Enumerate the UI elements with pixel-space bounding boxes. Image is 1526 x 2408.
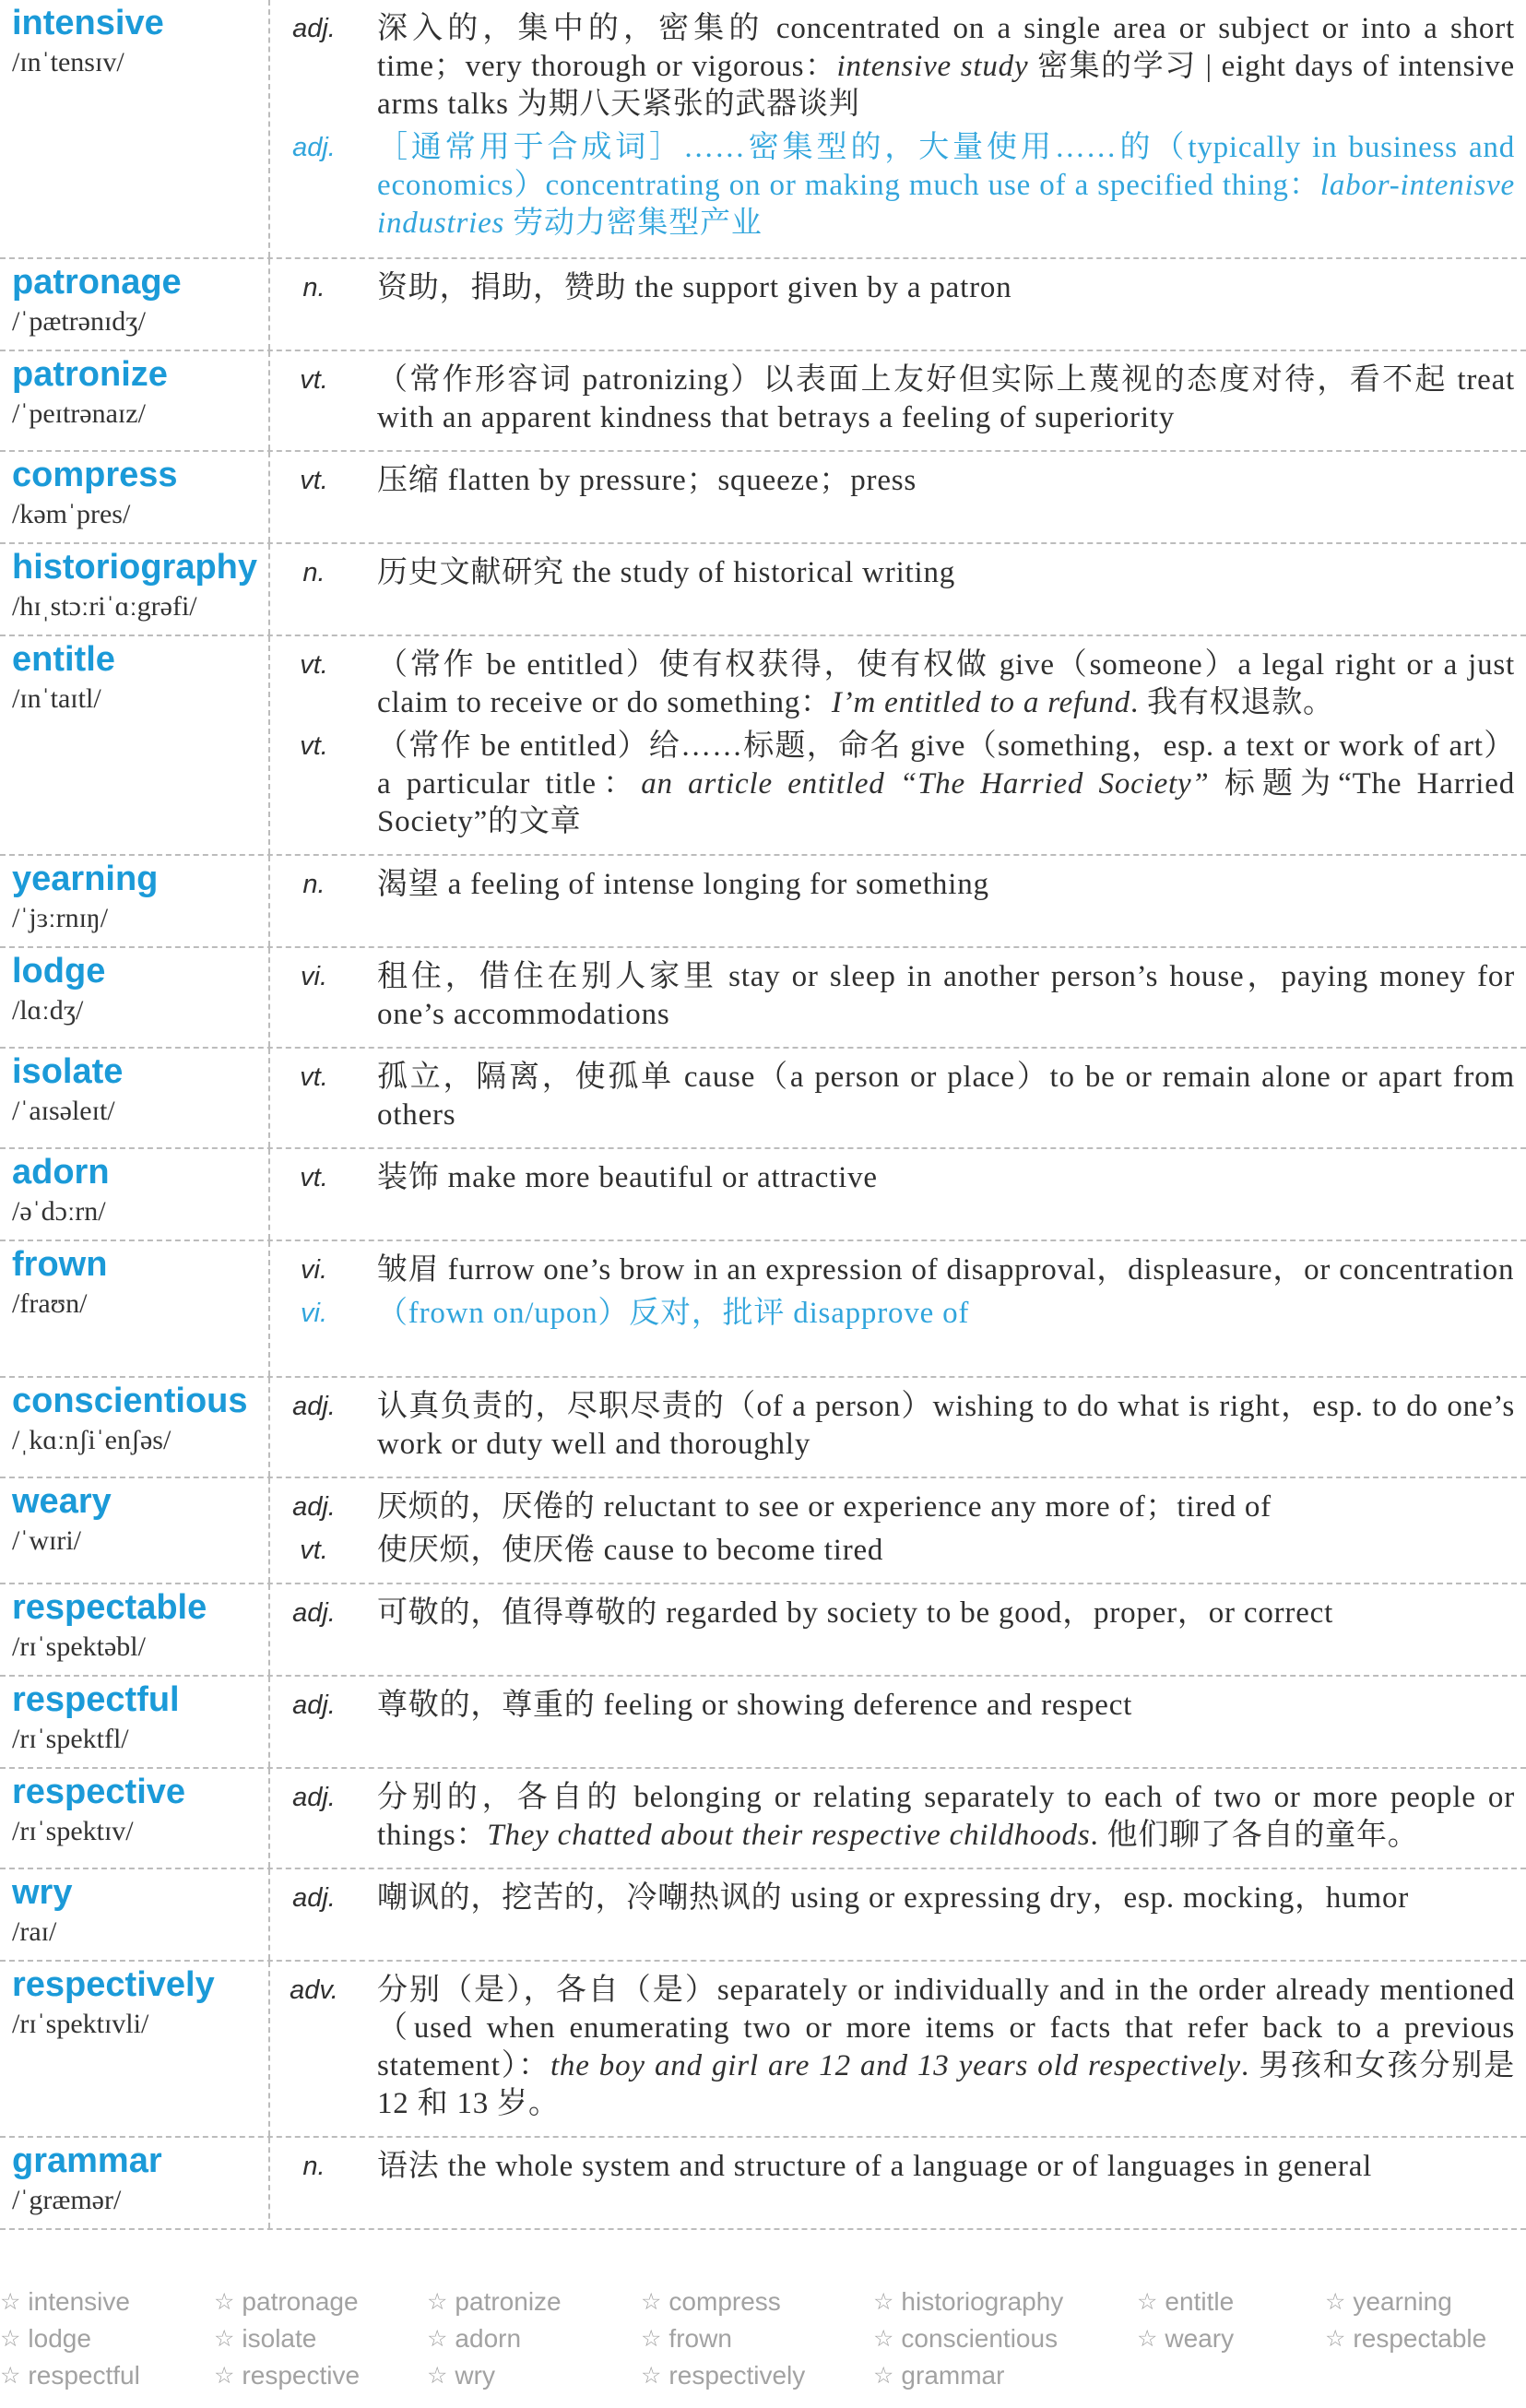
part-of-speech: adj.: [292, 1883, 336, 1913]
entry-frown: [0, 1241, 1526, 1378]
sense: [270, 728, 1515, 841]
word-cell: [0, 1677, 270, 1767]
entry-weary: [0, 1478, 1526, 1584]
definition: [377, 1532, 1515, 1570]
index-item-label: compress: [668, 2287, 781, 2316]
part-of-speech: adv.: [290, 1975, 338, 2005]
sense: [270, 958, 1515, 1034]
sense: [270, 646, 1515, 722]
entry-conscientious: [0, 1378, 1526, 1478]
index-item-label: respectful: [28, 2361, 140, 2390]
senses: [270, 1584, 1526, 1675]
headword: entitle: [12, 640, 115, 679]
definition-text: （常作 be entitled）给……标题，命名 give（something，esp. a text or work of art）a particular title：: [377, 730, 1515, 801]
definition-text: . 男孩和女孩分别是 12 和 13 岁。: [377, 2049, 1515, 2120]
example-text: They chatted about their respective childhoods: [487, 1819, 1091, 1852]
example-text: I’m entitled to a refund: [831, 686, 1130, 719]
index-item-lodge[interactable]: [0, 2320, 214, 2357]
phonetic: /rɪˈspektɪvli/: [12, 2009, 149, 2039]
sense: [270, 1779, 1515, 1855]
entry-historiography: [0, 544, 1526, 636]
index-item-wry[interactable]: [427, 2357, 641, 2394]
definition-text: 历史文献研究 the study of historical writing: [377, 556, 956, 589]
index-item-label: wry: [455, 2361, 495, 2390]
word-cell: [0, 856, 270, 946]
entry-entitle: [0, 636, 1526, 856]
definition-text: 皱眉 furrow one’s brow in an expression of disapproval，displeasure，or concentration: [377, 1253, 1515, 1287]
star-outline-icon: [1325, 2283, 1345, 2320]
index-item-entitle[interactable]: [1137, 2283, 1325, 2320]
definition: [377, 269, 1515, 307]
senses: [270, 544, 1526, 635]
star-outline-icon: [0, 2357, 20, 2394]
word-cell: [0, 544, 270, 635]
senses: [270, 1149, 1526, 1240]
definition-text: （frown on/upon）反对，批评 disapprove of: [377, 1297, 970, 1330]
part-of-speech: vt.: [300, 365, 328, 395]
part-of-speech: vt.: [300, 1536, 328, 1565]
phonetic: /əˈdɔːrn/: [12, 1196, 106, 1227]
word-cell: [0, 1149, 270, 1240]
entry-respectively: [0, 1962, 1526, 2138]
definition-text: （常作形容词 patronizing）以表面上友好但实际上蔑视的态度对待，看不起 treat with an apparent kindness that betrays a feeling of superiority: [377, 363, 1515, 434]
word-cell: [0, 636, 270, 854]
index-item-label: adorn: [455, 2324, 522, 2353]
headword: historiography: [12, 548, 258, 587]
part-of-speech: vt.: [300, 650, 328, 680]
senses: [270, 856, 1526, 946]
definition-text: 压缩 flatten by pressure；squeeze；press: [377, 464, 917, 497]
star-outline-icon: [873, 2357, 893, 2394]
word-cell: [0, 351, 270, 450]
definition-text: 尊敬的，尊重的 feeling or showing deference and respect: [377, 1689, 1133, 1722]
phonetic: /ˈgræmər/: [12, 2185, 122, 2215]
sense: [270, 1972, 1515, 2123]
star-outline-icon: [873, 2320, 893, 2357]
phonetic: /kəmˈpres/: [12, 499, 131, 529]
word-cell: [0, 1241, 270, 1376]
word-cell: [0, 259, 270, 350]
sense: [270, 1880, 1515, 1917]
definition-text: 资助，捐助，赞助 the support given by a patron: [377, 271, 1012, 304]
sense: [270, 1687, 1515, 1725]
part-of-speech: vt.: [300, 1062, 328, 1092]
definition-text: 嘲讽的，挖苦的，冷嘲热讽的 using or expressing dry，esp. mocking，humor: [377, 1881, 1410, 1915]
definition: [377, 554, 1515, 592]
definition-text: 认真负责的，尽职尽责的（of a person）wishing to do what is right，esp. to do one’s work or duty well and thoroughly: [377, 1390, 1515, 1461]
example-text: the boy and girl are 12 and 13 years old respectively: [550, 2049, 1241, 2082]
sense: [270, 269, 1515, 307]
senses: [270, 1478, 1526, 1583]
entry-respectable: [0, 1584, 1526, 1677]
part-of-speech: adj.: [292, 14, 336, 43]
sense: [270, 462, 1515, 500]
definition: [377, 2148, 1515, 2186]
star-outline-icon: [0, 2320, 20, 2357]
entry-adorn: [0, 1149, 1526, 1241]
word-cell: [0, 1869, 270, 1960]
star-outline-icon: [1137, 2320, 1157, 2357]
sense: [270, 1251, 1515, 1289]
star-outline-icon: [214, 2357, 234, 2394]
index-item-label: conscientious: [901, 2324, 1059, 2353]
index-item-conscientious[interactable]: [873, 2320, 1137, 2357]
index-item-adorn[interactable]: [427, 2320, 641, 2357]
part-of-speech: vt.: [300, 731, 328, 761]
index-item-label: respective: [242, 2361, 361, 2390]
part-of-speech: adj.: [292, 1598, 336, 1628]
definition-text: 使厌烦，使厌倦 cause to become tired: [377, 1534, 884, 1567]
headword: weary: [12, 1482, 112, 1521]
phonetic: /ˈpeɪtrənaɪz/: [12, 398, 146, 429]
definition-text: 深入的，集中的，密集的 concentrated on a single area or subject or into a short time；very thorough or vigorous：: [377, 12, 1515, 83]
definition: [377, 129, 1515, 243]
index-item-label: patronize: [455, 2287, 562, 2316]
part-of-speech: adj.: [292, 1392, 336, 1421]
index-item-label: weary: [1165, 2324, 1235, 2353]
definition-text: ［通常用于合成词］……密集型的，大量使用……的（typically in business and economics）concentrating on or making much use of a specified thing：: [377, 131, 1515, 202]
index-item-label: respectively: [668, 2361, 806, 2390]
headword: intensive: [12, 4, 164, 42]
definition: [377, 1159, 1515, 1197]
definition-text: 装饰 make more beautiful or attractive: [377, 1161, 878, 1194]
headword: grammar: [12, 2141, 162, 2180]
senses: [270, 351, 1526, 450]
word-index: [0, 2283, 1526, 2394]
example-text: labor-intenisve industries: [377, 169, 1515, 240]
part-of-speech: vi.: [301, 1299, 327, 1328]
index-item-label: patronage: [242, 2287, 359, 2316]
part-of-speech: n.: [302, 2152, 325, 2181]
word-cell: [0, 1378, 270, 1477]
senses: [270, 259, 1526, 350]
index-item-frown[interactable]: [641, 2320, 873, 2357]
definition: [377, 462, 1515, 500]
definition: [377, 958, 1515, 1034]
headword: respectable: [12, 1588, 207, 1627]
star-outline-icon: [427, 2320, 447, 2357]
part-of-speech: n.: [302, 558, 325, 587]
phonetic: /rɪˈspektɪv/: [12, 1816, 134, 1846]
index-item-patronize[interactable]: [427, 2283, 641, 2320]
sense: [270, 1159, 1515, 1197]
index-item-label: entitle: [1165, 2287, 1235, 2316]
entry-respective: [0, 1769, 1526, 1869]
phonetic: /ɪnˈtaɪtl/: [12, 683, 101, 714]
definition-text: 分别的，各自的 belonging or relating separately to each of two or more people or things：: [377, 1781, 1515, 1852]
word-cell: [0, 948, 270, 1047]
star-outline-icon: [214, 2283, 234, 2320]
index-item-isolate[interactable]: [214, 2320, 427, 2357]
star-outline-icon: [873, 2283, 893, 2320]
phonetic: /ˈwɪri/: [12, 1525, 81, 1556]
star-outline-icon: [0, 2283, 20, 2320]
definition: [377, 362, 1515, 437]
headword: respectively: [12, 1965, 215, 2004]
definition: [377, 1779, 1515, 1855]
word-cell: [0, 1478, 270, 1583]
part-of-speech: vi.: [301, 1255, 327, 1285]
word-cell: [0, 452, 270, 542]
sense: [270, 1532, 1515, 1570]
index-item-weary[interactable]: [1137, 2320, 1325, 2357]
index-item-label: intensive: [28, 2287, 130, 2316]
part-of-speech: adj.: [292, 1783, 336, 1812]
word-cell: [0, 1584, 270, 1675]
phonetic: /ˈpætrənɪdʒ/: [12, 306, 146, 337]
entry-lodge: [0, 948, 1526, 1049]
senses: [270, 1378, 1526, 1477]
senses: [270, 1869, 1526, 1960]
word-cell: [0, 1962, 270, 2136]
definition: [377, 866, 1515, 904]
star-outline-icon: [1137, 2283, 1157, 2320]
definition-text: 标题为“The Harried Society”的文章: [377, 767, 1516, 838]
definition-text: 厌烦的，厌倦的 reluctant to see or experience any more of；tired of: [377, 1490, 1272, 1524]
index-item-respectful[interactable]: [0, 2357, 214, 2394]
index-item-label: frown: [668, 2324, 732, 2353]
index-item-intensive[interactable]: [0, 2283, 214, 2320]
definition-text: 语法 the whole system and structure of a language or of languages in general: [377, 2150, 1373, 2183]
senses: [270, 0, 1526, 257]
part-of-speech: adj.: [292, 1492, 336, 1522]
headword: respectful: [12, 1680, 180, 1719]
part-of-speech: vt.: [300, 1163, 328, 1192]
headword: frown: [12, 1245, 108, 1284]
phonetic: /hɪˌstɔːriˈɑːgrəfi/: [12, 591, 197, 622]
definition: [377, 1388, 1515, 1464]
star-outline-icon: [641, 2357, 661, 2394]
word-cell: [0, 1769, 270, 1868]
senses: [270, 1241, 1526, 1376]
headword: yearning: [12, 860, 159, 898]
headword: patronize: [12, 355, 168, 394]
senses: [270, 2138, 1526, 2228]
headword: compress: [12, 456, 178, 494]
headword: wry: [12, 1873, 73, 1912]
part-of-speech: vi.: [301, 962, 327, 991]
star-outline-icon: [1325, 2320, 1345, 2357]
sense: [270, 1489, 1515, 1526]
senses: [270, 1769, 1526, 1868]
part-of-speech: adj.: [292, 1690, 336, 1720]
definition: [377, 1687, 1515, 1725]
index-item-label: yearning: [1353, 2287, 1452, 2316]
definition: [377, 10, 1515, 124]
sense: [270, 129, 1515, 243]
definition-text: 密集的学习 | eight days of intensive arms talks 为期八天紧张的武器谈判: [377, 50, 1515, 121]
star-outline-icon: [214, 2320, 234, 2357]
definition: [377, 728, 1515, 841]
definition: [377, 1059, 1515, 1134]
definition: [377, 1595, 1515, 1632]
entry-yearning: [0, 856, 1526, 948]
entry-patronize: [0, 351, 1526, 452]
definition-text: . 他们聊了各自的童年。: [1090, 1819, 1419, 1852]
index-item-label: historiography: [901, 2287, 1064, 2316]
definition-text: 渴望 a feeling of intense longing for something: [377, 868, 989, 901]
sense: [270, 1059, 1515, 1134]
star-outline-icon: [427, 2357, 447, 2394]
senses: [270, 452, 1526, 542]
phonetic: /ɪnˈtensɪv/: [12, 47, 124, 77]
senses: [270, 1049, 1526, 1147]
star-outline-icon: [641, 2283, 661, 2320]
phonetic: /rɪˈspektfl/: [12, 1724, 129, 1754]
sense: [270, 1295, 1515, 1333]
definition-text: 分别（是），各自（是）separately or individually and in the order already mentioned（used when enumerating two or more items or facts that refer back to a previous statement）：: [377, 1974, 1515, 2082]
example-text: an article entitled “The Harried Society”: [641, 767, 1210, 801]
senses: [270, 1677, 1526, 1767]
phonetic: /ˈjɜːrnɪŋ/: [12, 903, 109, 933]
headword: conscientious: [12, 1382, 248, 1420]
part-of-speech: adj.: [292, 133, 336, 162]
phonetic: /fraʊn/: [12, 1288, 88, 1319]
phonetic: /lɑːdʒ/: [12, 995, 84, 1026]
index-item-patronage[interactable]: [214, 2283, 427, 2320]
entry-patronage: [0, 259, 1526, 351]
definition: [377, 1251, 1515, 1289]
definition-text: 劳动力密集型产业: [504, 207, 763, 240]
sense: [270, 1388, 1515, 1464]
sense: [270, 1595, 1515, 1632]
definition: [377, 1972, 1515, 2123]
headword: lodge: [12, 952, 106, 990]
entry-intensive: [0, 0, 1526, 259]
definition: [377, 1880, 1515, 1917]
senses: [270, 1962, 1526, 2136]
phonetic: /ˈaɪsəleɪt/: [12, 1096, 115, 1126]
index-item-label: grammar: [901, 2361, 1005, 2390]
definition-text: 孤立，隔离，使孤单 cause（a person or place）to be or remain alone or apart from others: [377, 1061, 1515, 1132]
part-of-speech: n.: [302, 273, 325, 302]
definition: [377, 1489, 1515, 1526]
definition: [377, 646, 1515, 722]
definition-text: （常作 be entitled）使有权获得，使有权做 give（someone）a legal right or a just claim to receive or do something：: [377, 648, 1515, 719]
phonetic: /ˌkɑːnʃiˈenʃəs/: [12, 1425, 172, 1455]
index-item-yearning[interactable]: [1325, 2283, 1526, 2320]
senses: [270, 948, 1526, 1047]
entry-isolate: [0, 1049, 1526, 1149]
index-item-label: lodge: [28, 2324, 91, 2353]
sense: [270, 362, 1515, 437]
definition-text: 租住，借住在别人家里 stay or sleep in another person’s house，paying money for one’s accommodations: [377, 960, 1515, 1031]
part-of-speech: vt.: [300, 466, 328, 495]
phonetic: /raɪ/: [12, 1916, 57, 1947]
definition-text: . 我有权退款。: [1130, 686, 1334, 719]
headword: patronage: [12, 263, 182, 302]
senses: [270, 636, 1526, 854]
star-outline-icon: [641, 2320, 661, 2357]
part-of-speech: n.: [302, 870, 325, 899]
phonetic: /rɪˈspektəbl/: [12, 1631, 146, 1662]
sense: [270, 2148, 1515, 2186]
headword: isolate: [12, 1052, 124, 1091]
headword: adorn: [12, 1153, 110, 1192]
definition-text: 可敬的，值得尊敬的 regarded by society to be good，proper，or correct: [377, 1596, 1334, 1630]
entry-grammar: [0, 2138, 1526, 2230]
star-outline-icon: [427, 2283, 447, 2320]
definition: [377, 1295, 1515, 1333]
sense: [270, 554, 1515, 592]
word-cell: [0, 0, 270, 257]
index-item-compress[interactable]: [641, 2283, 873, 2320]
headword: respective: [12, 1773, 186, 1811]
entry-wry: [0, 1869, 1526, 1962]
sense: [270, 10, 1515, 124]
index-item-grammar[interactable]: [873, 2357, 1137, 2394]
entry-compress: [0, 452, 1526, 544]
sense: [270, 866, 1515, 904]
index-item-respectable[interactable]: [1325, 2320, 1526, 2357]
word-cell: [0, 2138, 270, 2228]
entry-respectful: [0, 1677, 1526, 1769]
index-item-label: respectable: [1353, 2324, 1487, 2353]
index-item-label: isolate: [242, 2324, 317, 2353]
example-text: intensive study: [836, 50, 1029, 83]
index-item-historiography[interactable]: [873, 2283, 1137, 2320]
word-cell: [0, 1049, 270, 1147]
index-item-respective[interactable]: [214, 2357, 427, 2394]
index-item-respectively[interactable]: [641, 2357, 873, 2394]
